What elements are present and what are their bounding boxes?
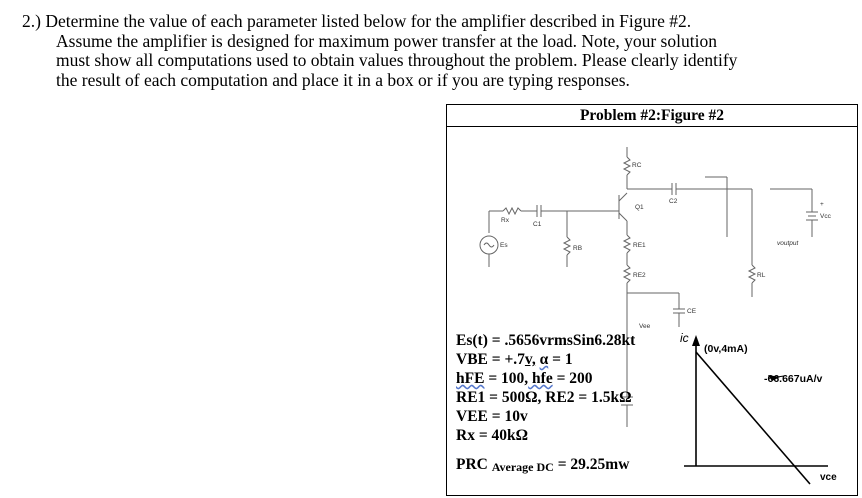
question-text bbox=[22, 12, 858, 90]
label-rb: RB bbox=[573, 245, 583, 252]
y-axis-label: ic bbox=[680, 331, 689, 345]
given-vbe: VBE = +.7v, α = 1 bbox=[456, 351, 573, 368]
label-ce: CE bbox=[687, 308, 697, 315]
given-vee: VEE = 10v bbox=[456, 408, 528, 425]
question-line-4: the result of each computation and place it in a box or if you are typing responses. bbox=[56, 69, 630, 90]
given-es: Es(t) = .5656vrmsSin6.28kt bbox=[456, 332, 636, 349]
slope-label: -66.667uA/v bbox=[764, 373, 823, 385]
question-line-2: Assume the amplifier is designed for maximum power transfer at the load. Note, your solution bbox=[56, 30, 717, 51]
figure-title: Problem #2:Figure #2 bbox=[447, 105, 857, 127]
label-voutput: voutput bbox=[777, 240, 799, 247]
label-re1: RE1 bbox=[633, 242, 646, 249]
given-prc: PRC Average DC = 29.25mw bbox=[456, 456, 630, 474]
given-re: RE1 = 500Ω, RE2 = 1.5kΩ bbox=[456, 389, 632, 406]
point-label: (0v,4mA) bbox=[704, 343, 748, 355]
label-rc: RC bbox=[632, 162, 642, 169]
label-q1: Q1 bbox=[635, 204, 644, 211]
given-rx: Rx = 40kΩ bbox=[456, 427, 529, 444]
x-axis-label: vce bbox=[820, 472, 837, 483]
label-rl: RL bbox=[757, 272, 766, 279]
question-line-1: 2.) Determine the value of each parameter listed below for the amplifier described in Figure #2. bbox=[22, 11, 692, 31]
givens-list bbox=[456, 331, 680, 477]
label-rx: Rx bbox=[501, 217, 509, 224]
question-line-3: must show all computations used to obtain values throughout the problem. Please clearly identify bbox=[56, 50, 738, 71]
label-vcc: Vcc bbox=[820, 213, 831, 220]
label-c1: C1 bbox=[533, 221, 542, 228]
label-c2: C2 bbox=[669, 198, 678, 205]
label-re2: RE2 bbox=[633, 272, 646, 279]
y-axis-arrow-icon bbox=[692, 335, 700, 346]
label-vee: Vee bbox=[639, 323, 651, 330]
label-plus: + bbox=[820, 201, 824, 208]
load-line-graph bbox=[680, 328, 858, 496]
label-es: Es bbox=[500, 242, 508, 249]
question-number: 2.) bbox=[22, 11, 41, 31]
given-hfe: hFE = 100, hfe = 200 bbox=[456, 370, 593, 387]
